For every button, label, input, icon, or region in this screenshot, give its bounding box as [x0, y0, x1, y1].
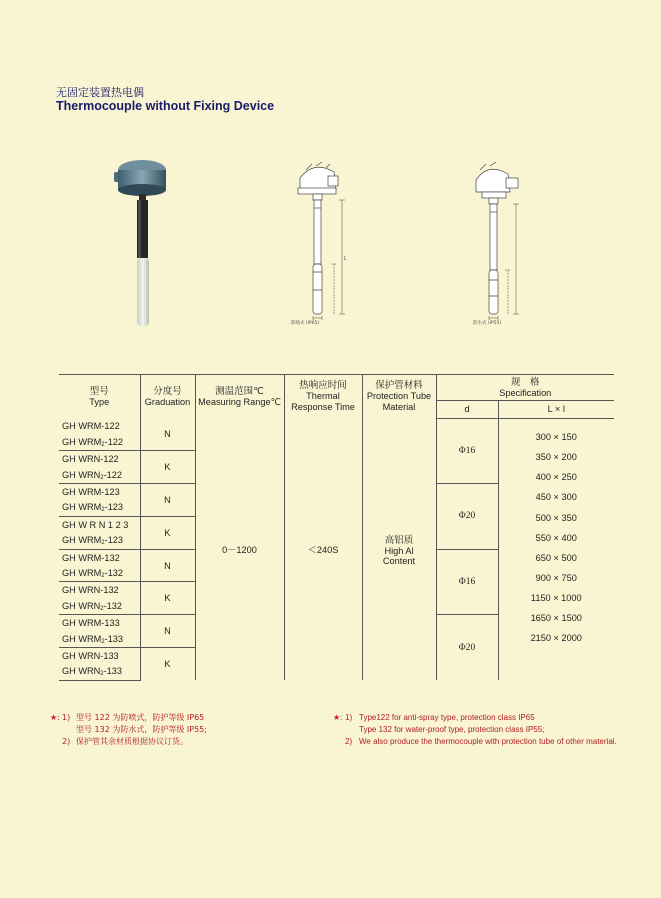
- type-cell: GH $WRN_2-133$: [59, 664, 140, 680]
- length-list-cell: [498, 419, 614, 681]
- graduation-cell: K: [140, 582, 195, 615]
- tube-material-cell: 高铝质 High Al Content: [362, 419, 436, 681]
- response-time-cell: ＜240S: [284, 419, 362, 681]
- length-item: 300 × 150: [535, 432, 577, 442]
- length-item: 450 × 300: [535, 492, 577, 503]
- technical-drawing-waterproof-type: [458, 150, 548, 330]
- header-d: d: [436, 401, 498, 419]
- header-protection-tube: 保护管材料 Protection Tube Material: [362, 375, 436, 419]
- note-cn-1b: 型号 132 为防水式，防护等级 IP55;: [76, 725, 207, 734]
- length-item: 400 × 250: [535, 472, 577, 483]
- page-title-en: Thermocouple without Fixing Device: [56, 99, 275, 113]
- note-en-2: We also produce the thermocouple with protection tube of other material.: [359, 737, 617, 746]
- note-en-1b: Type 132 for water-proof type, protection class IP55;: [359, 725, 545, 734]
- header-l-x-l: L × l: [498, 401, 614, 419]
- type-cell: GH WRM-132: [59, 549, 140, 565]
- note-cn-2: 保护管其余材质根据协议订货。: [76, 737, 188, 746]
- graduation-cell: N: [140, 549, 195, 582]
- dim-label-L: L: [344, 256, 347, 262]
- length-item: 350 × 200: [535, 452, 577, 463]
- note-star-icon: ★:: [333, 713, 343, 722]
- note-star-icon: ★:: [50, 713, 60, 722]
- type-cell: GH $WRN_2-132$: [62, 600, 123, 612]
- type-cell: GH WRM-133: [59, 615, 140, 631]
- header-type: 型号 Type: [59, 375, 140, 419]
- notes-english: ★: 1) Type122 for anti-spray type, protection class IP65 Type 132 for water-proof type, protection class IP55; 2) We also produce the thermocouple with protection tube of other material.: [333, 712, 623, 748]
- type-cell: GH $WRN_2-122$: [62, 469, 123, 481]
- header-graduation: 分度号 Graduation: [140, 375, 195, 419]
- header-measuring-range: 测温范围℃ Measuring Range℃: [195, 375, 284, 419]
- length-item: 1650 × 1500: [530, 613, 582, 624]
- type-cell: GH WRM-122: [62, 421, 120, 432]
- type-cell: GH $WRM_2-123$: [62, 535, 124, 547]
- length-item: 900 × 750: [535, 572, 577, 583]
- graduation-cell: K: [140, 451, 195, 484]
- header-thermal-response: 热响应时间 Thermal Response Time: [284, 375, 362, 419]
- type-cell: GH WRN-133: [59, 647, 140, 663]
- diameter-cell: Φ16: [436, 549, 498, 615]
- type-cell: GH $WRM_2-122$: [62, 436, 124, 448]
- caption-waterproof-type: 防水式 (IP55): [473, 321, 502, 326]
- type-cell: GH $WRM_2-123$: [62, 502, 124, 514]
- thermocouple-photo: [100, 150, 190, 330]
- type-cell: GH $WRM_2-133$: [62, 633, 124, 645]
- measuring-range-cell: 0－1200: [195, 419, 284, 681]
- type-cell: GH WRN-132: [59, 582, 140, 598]
- graduation-cell: K: [140, 647, 195, 680]
- diameter-cell: Φ20: [436, 615, 498, 681]
- technical-drawing-spray-type: [282, 150, 372, 330]
- header-specification: 规 格 Specification: [436, 375, 614, 401]
- type-cell: GH $WRM_2-132$: [62, 567, 124, 579]
- caption-spray-type: 防喷式 (IP65): [291, 321, 320, 326]
- note-cn-1: 型号 122 为防喷式，防护等级 IP65: [76, 713, 205, 722]
- graduation-cell: K: [140, 516, 195, 549]
- graduation-cell: N: [140, 615, 195, 648]
- spec-table: [59, 374, 614, 681]
- type-cell: GH W R N 1 2 3: [59, 516, 140, 532]
- table-row: [59, 419, 614, 435]
- length-item: 550 × 400: [535, 532, 577, 543]
- notes-chinese: ★: 1) 型号 122 为防喷式，防护等级 IP65 型号 132 为防水式，防护等级 IP55; 2) 保护管其余材质根据协议订货。: [50, 713, 207, 746]
- length-item: 650 × 500: [535, 552, 577, 563]
- diameter-cell: Φ20: [436, 484, 498, 550]
- page-title-cn: 无固定装置热电偶: [56, 86, 144, 99]
- diameter-cell: Φ16: [436, 419, 498, 484]
- graduation-cell: N: [140, 484, 195, 517]
- length-item: 1150 × 1000: [530, 593, 582, 604]
- length-item: 2150 × 2000: [530, 633, 582, 644]
- length-item: 500 × 350: [535, 512, 577, 523]
- type-cell: GH WRN-122: [59, 451, 140, 467]
- graduation-cell: N: [140, 419, 195, 451]
- note-en-1: Type122 for anti-spray type, protection class IP65: [359, 713, 535, 722]
- type-cell: GH WRM-123: [59, 484, 140, 500]
